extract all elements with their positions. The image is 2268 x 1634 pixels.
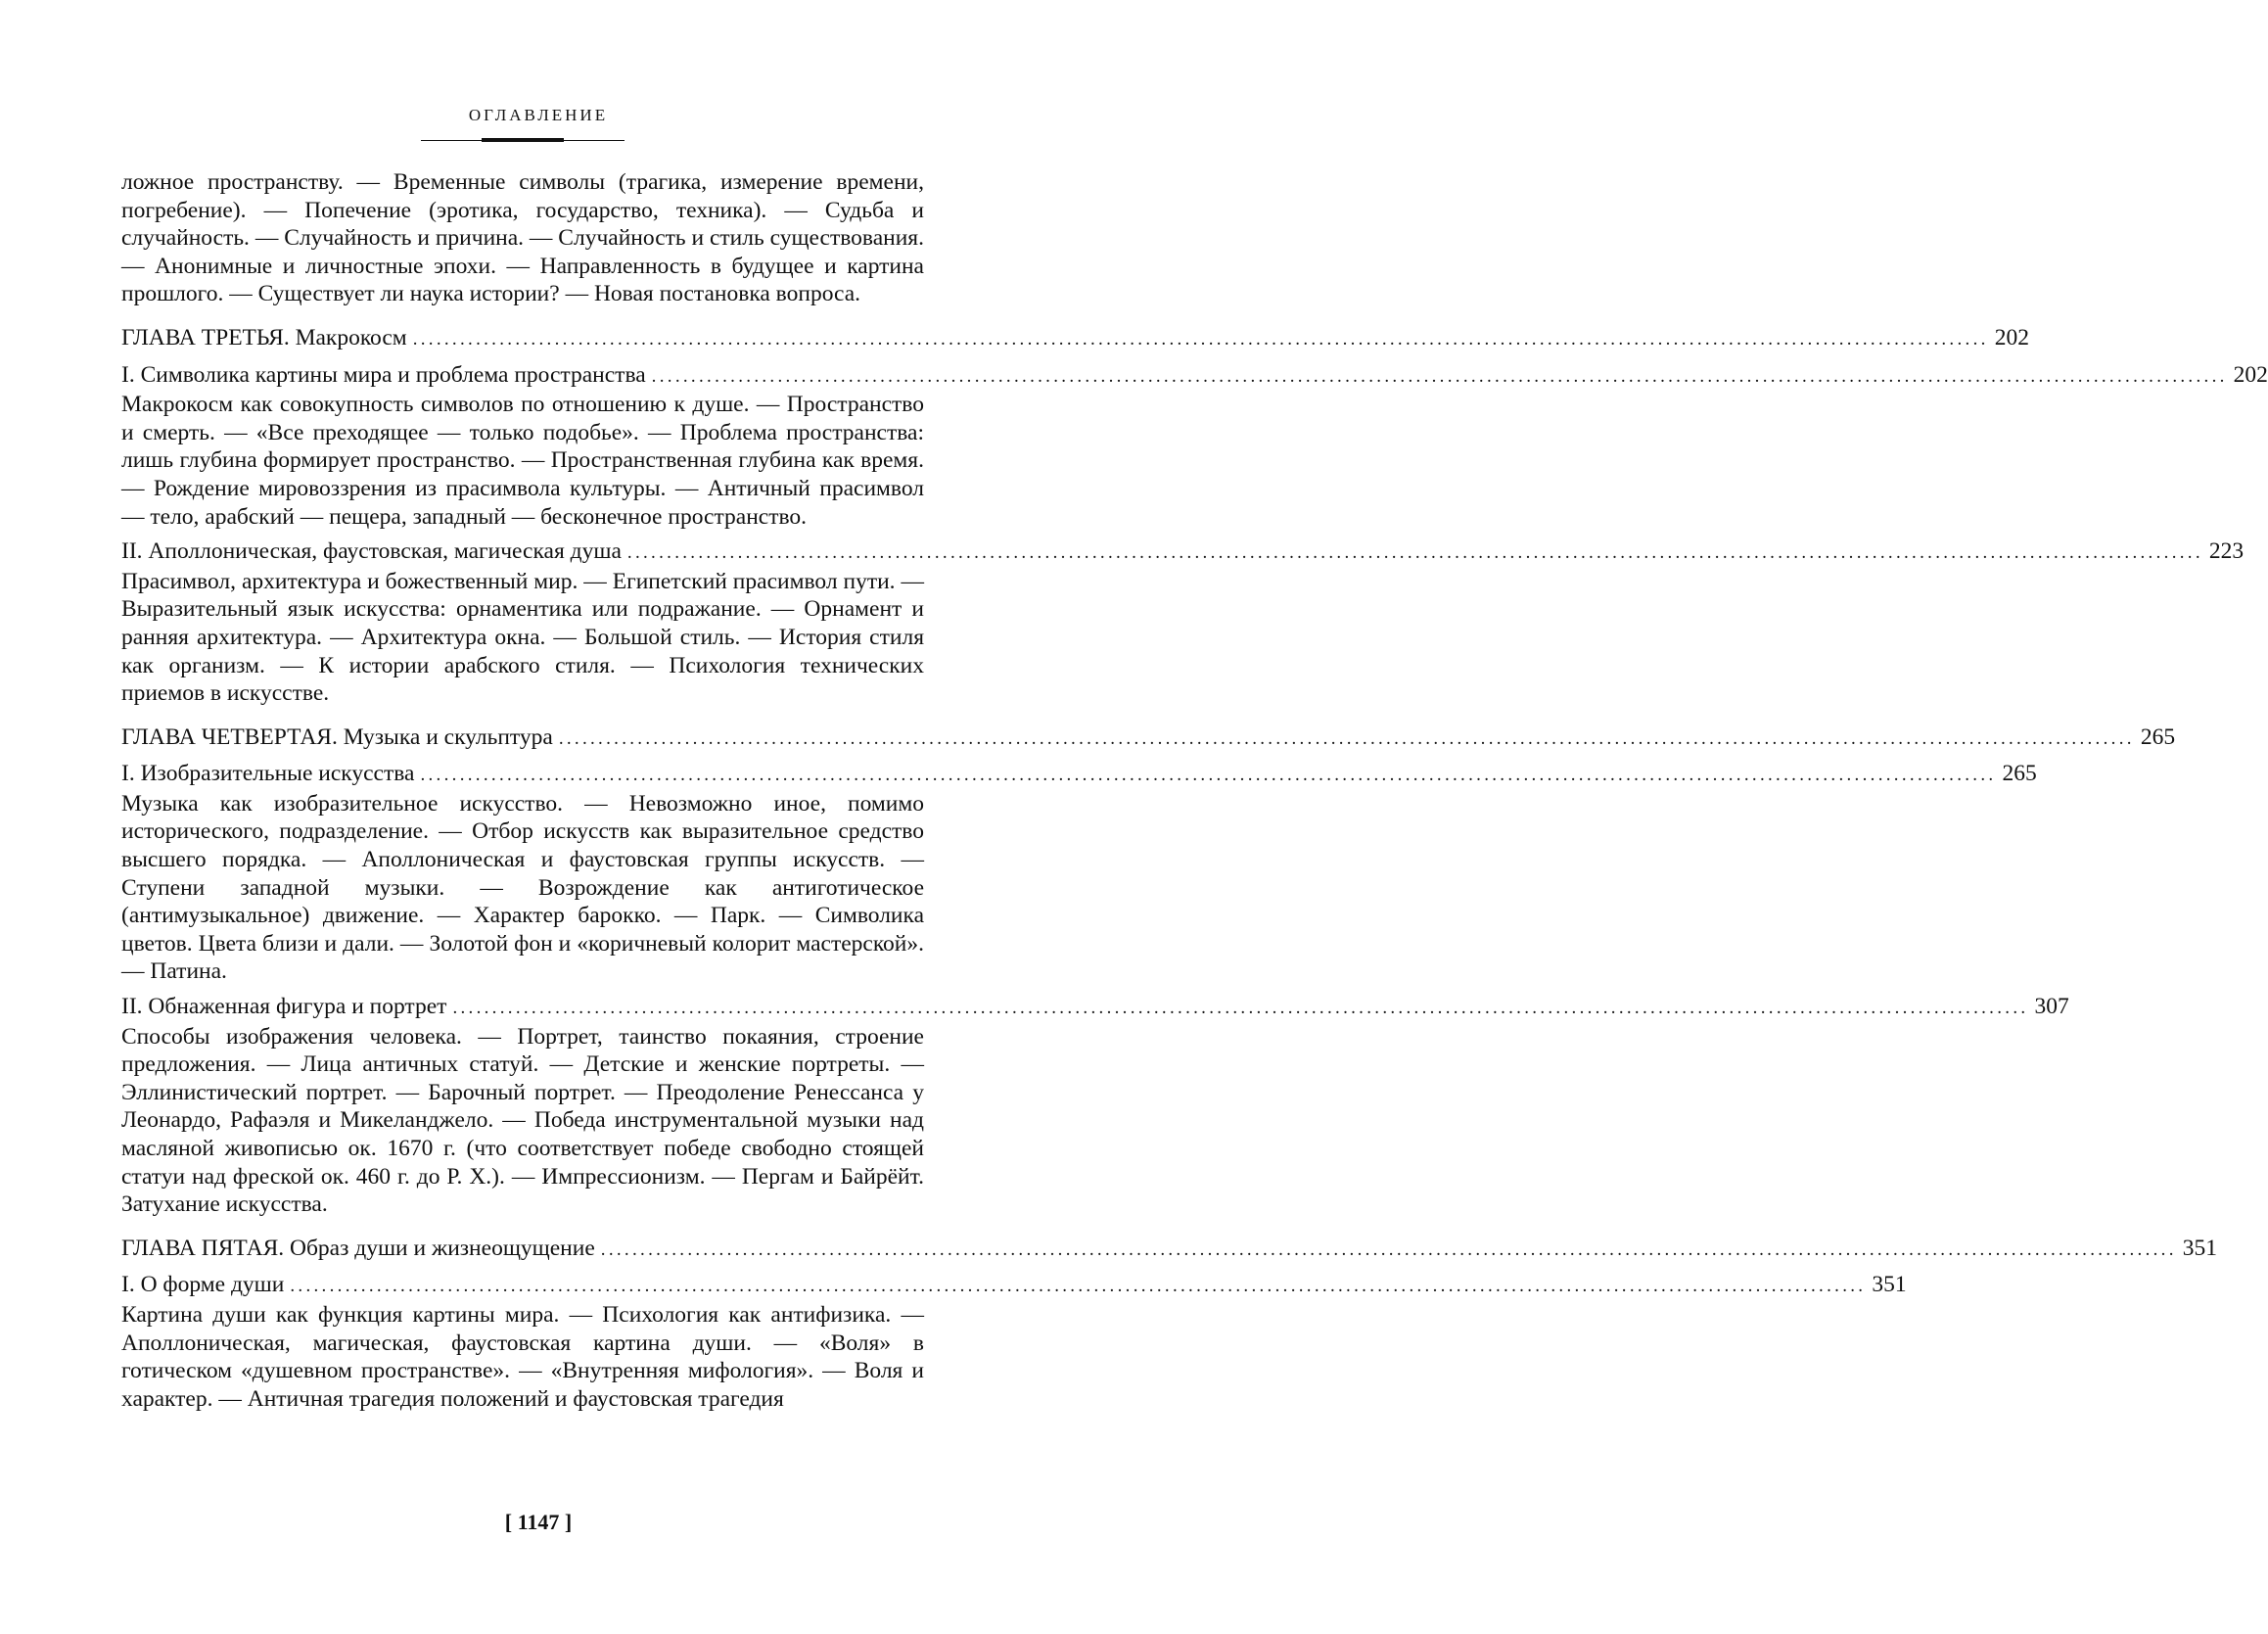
section-summary: Способы изображения человека. — Портрет, таинство покаяния, строение предложения. — Лица античных статуй. — Детские и женские портреты. — Эллинистический портрет. — Барочный портрет. — Преодоление Ренессанса у Леонардо, Рафаэля и Микеланджело. — Победа инструментальной музыки над масляной живописью ок. 1670 г. (что соответствует победе свободно стоящей статуи над фреской ок. 460 г. до Р. Х.). — Импрессионизм. — Пергам и Байрёйт. Затухание искусства. <box>121 1023 924 1218</box>
toc-entry-title: I. О форме души <box>121 1272 285 1298</box>
toc-entry-title: II. Аполлоническая, фаустовская, магическая душа <box>121 538 622 565</box>
toc-entry-5-1[interactable] <box>121 1271 1907 1301</box>
continued-summary: ложное пространству. — Временные символы (трагика, измерение времени, погребение). — Попечение (эротика, государство, техника). — Судьба и случайность. — Случайность и причина. — Случайность и стиль существования. — Анонимные и личностные эпохи. — Направленность в будущее и картина прошлого. — Существует ли наука истории? — Новая постановка вопроса. <box>121 169 924 307</box>
toc-entry-3-1[interactable] <box>121 361 2268 392</box>
toc-entry-title: I. Символика картины мира и проблема пространства <box>121 361 646 388</box>
toc-entry-3-2[interactable] <box>121 537 2245 568</box>
section-summary: Макрокосм как совокупность символов по отношению к душе. — Пространство и смерть. — «Все преходящее — только подобье». — Проблема пространства: лишь глубина формирует пространство. — Пространственная глубина как время. — Рождение мировоззрения из прасимвола культуры. — Античный прасимвол — тело, арабский — пещера, западный — бесконечное пространство. <box>121 392 924 530</box>
toc-entry-chapter-5[interactable] <box>121 1235 2218 1265</box>
toc-page-number: 265 <box>2002 761 2037 787</box>
section-summary: Музыка как изобразительное искусство. — Невозможно иное, помимо исторического, подразделение. — Отбор искусств как выразительное средство высшего порядка. — Аполлоническая и фаустовская группы искусств. — Ступени западной музыки. — Возрождение как антиготическое (антимузыкальное) движение. — Характер барокко. — Парк. — Символика цветов. Цвета близи и дали. — Золотой фон и «коричневый колорит мастерской». — Патина. <box>121 790 924 985</box>
toc-content <box>121 168 2268 1413</box>
section-summary: Картина души как функция картины мира. — Психология как антифизика. — Аполлоническая, магическая, фаустовская картина души. — «Воля» в готическом «душевном пространстве». — «Внутренняя мифология». — Воля и характер. — Античная трагедия положений и фаустовская трагедия <box>121 1301 924 1412</box>
dot-leader: ........................................................................................................................................................................................................ <box>558 727 2135 749</box>
section-summary: Прасимвол, архитектура и божественный мир. — Египетский прасимвол пути. — Выразительный язык искусства: орнаментика или подражание. — Орнамент и ранняя архитектура. — Архитектура окна. — Большой стиль. — История стиля как организм. — К истории арабского стиля. — Психология технических приемов в искусстве. <box>121 568 924 707</box>
dot-leader: ........................................................................................................................................................................................................ <box>420 765 1997 786</box>
dot-leader: ........................................................................................................................................................................................................ <box>290 1276 1867 1297</box>
toc-entry-title: ГЛАВА ТРЕТЬЯ. Макрокосм <box>121 324 407 350</box>
toc-entry-chapter-3[interactable] <box>121 324 2029 354</box>
toc-entry-chapter-4[interactable] <box>121 724 2176 754</box>
toc-page-number: 307 <box>2034 994 2069 1020</box>
toc-entry-4-2[interactable] <box>121 993 2069 1023</box>
toc-entry-4-1[interactable] <box>121 760 2037 790</box>
dot-leader: ........................................................................................................................................................................................................ <box>651 365 2228 387</box>
toc-page-number: 351 <box>1872 1272 1907 1298</box>
toc-page-number: 223 <box>2208 538 2245 565</box>
toc-entry-title: I. Изобразительные искусства <box>121 761 415 787</box>
header-rule-accent <box>482 138 564 142</box>
toc-page-number: 351 <box>2182 1235 2218 1261</box>
toc-page-number: 202 <box>2233 361 2268 388</box>
dot-leader: ........................................................................................................................................................................................................ <box>412 328 1989 350</box>
toc-entry-title: ГЛАВА ЧЕТВЕРТАЯ. Музыка и скульптура <box>121 724 553 750</box>
page-number: [ 1147 ] <box>504 1510 573 1534</box>
dot-leader: ........................................................................................................................................................................................................ <box>626 542 2203 564</box>
running-header: ОГЛАВЛЕНИЕ <box>468 106 609 124</box>
dot-leader: ........................................................................................................................................................................................................ <box>452 998 2029 1019</box>
toc-page-number: 202 <box>1994 324 2029 350</box>
toc-entry-title: ГЛАВА ПЯТАЯ. Образ души и жизнеощущение <box>121 1235 595 1261</box>
toc-entry-title: II. Обнаженная фигура и портрет <box>121 994 447 1020</box>
toc-page-number: 265 <box>2140 724 2176 750</box>
dot-leader: ........................................................................................................................................................................................................ <box>600 1238 2177 1260</box>
